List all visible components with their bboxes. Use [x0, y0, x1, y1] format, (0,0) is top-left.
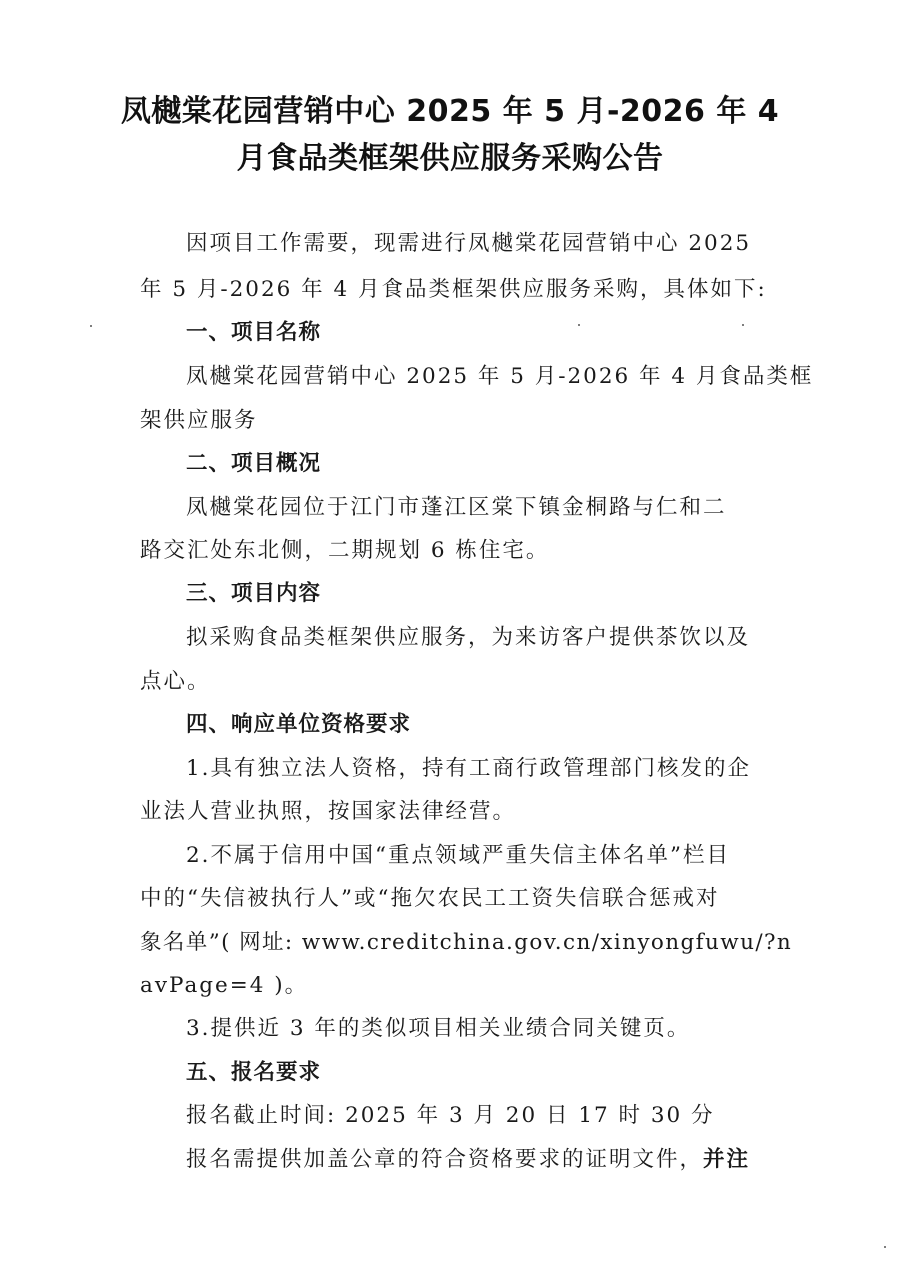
intro-line-2: 年 5 月-2026 年 4 月食品类框架供应服务采购，具体如下: [140, 277, 767, 302]
section-2-line-2: 路交汇处东北侧，二期规划 6 栋住宅。 [140, 538, 550, 563]
document-title-line-1: 凤樾棠花园营销中心 2025 年 5 月-2026 年 4 [120, 94, 780, 129]
section-3-line-2: 点心。 [140, 669, 211, 694]
section-4-heading: 四、响应单位资格要求 [186, 712, 412, 737]
section-1-line-1: 凤樾棠花园营销中心 2025 年 5 月-2026 年 4 月食品类框 [186, 364, 814, 389]
section-3-heading: 三、项目内容 [186, 581, 322, 606]
section-5-requirement [186, 1145, 816, 1175]
section-5-heading: 五、报名要求 [186, 1060, 322, 1085]
scan-speck [742, 324, 744, 326]
section-4-item-1-line-2: 业法人营业执照，按国家法律经营。 [140, 799, 517, 824]
section-2-line-1: 凤樾棠花园位于江门市蓬江区棠下镇金桐路与仁和二 [186, 495, 727, 520]
section-4-item-2-line-4: avPage=4 )。 [140, 973, 309, 998]
section-1-line-2: 架供应服务 [140, 408, 258, 433]
section-4-item-3-line-1: 3.提供近 3 年的类似项目相关业绩合同关键页。 [186, 1016, 691, 1041]
section-1-heading: 一、项目名称 [186, 320, 322, 345]
scan-speck [578, 324, 580, 326]
scan-speck [90, 325, 92, 327]
intro-line-1: 因项目工作需要，现需进行凤樾棠花园营销中心 2025 [186, 231, 752, 256]
section-5-requirement-text: 报名需提供加盖公章的符合资格要求的证明文件， [186, 1147, 704, 1172]
section-4-item-1-line-1: 1.具有独立法人资格，持有工商行政管理部门核发的企 [186, 756, 752, 781]
section-4-item-2-line-3: 象名单”( 网址: www.creditchina.gov.cn/xinyongfuwu/?n [140, 930, 793, 955]
section-5-deadline: 报名截止时间: 2025 年 3 月 20 日 17 时 30 分 [186, 1103, 715, 1128]
document-title-line-2: 月食品类框架供应服务采购公告 [236, 141, 664, 176]
section-2-heading: 二、项目概况 [186, 451, 322, 476]
section-5-requirement-bold: 并注 [703, 1147, 751, 1172]
scan-speck [884, 1246, 886, 1248]
section-3-line-1: 拟采购食品类框架供应服务，为来访客户提供茶饮以及 [186, 625, 751, 650]
section-4-item-2-line-2: 中的“失信被执行人”或“拖欠农民工工资失信联合惩戒对 [140, 886, 720, 911]
section-4-item-2-line-1: 2.不属于信用中国“重点领域严重失信主体名单”栏目 [186, 843, 730, 868]
